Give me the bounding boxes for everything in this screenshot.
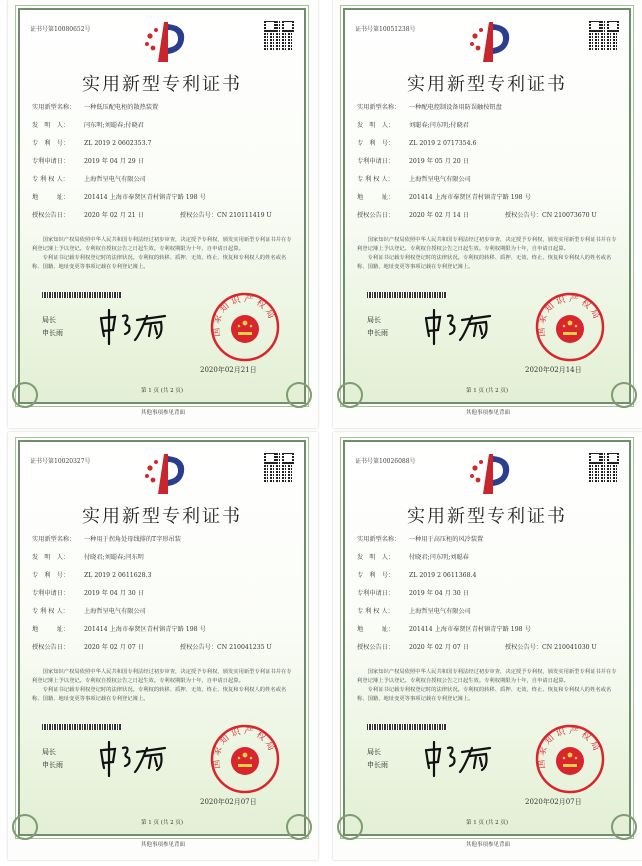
director xyxy=(42,746,63,772)
field-inventor xyxy=(357,120,597,138)
value: 2020 年 02 月 07 日 xyxy=(409,644,469,651)
director-title: 局长 xyxy=(42,748,56,756)
label: 专 利 权 人： xyxy=(32,608,69,615)
certificate-statement xyxy=(32,236,292,272)
director-name: 申长雨 xyxy=(42,329,63,337)
corner-ornament-icon xyxy=(12,814,38,840)
certificate-statement xyxy=(32,668,292,704)
value: 2019 年 04 月 30 日 xyxy=(84,590,144,597)
barcode xyxy=(42,724,122,730)
cnipa-logo-icon xyxy=(138,450,188,498)
certificate-frame xyxy=(18,440,306,836)
barcode xyxy=(42,292,122,298)
field-filing-date xyxy=(357,156,597,174)
certificate-title: 实用新型专利证书 xyxy=(82,74,242,95)
corner-ornament-icon xyxy=(337,382,363,408)
field-holder xyxy=(32,606,272,624)
value: 201414 上海市奉贤区青村镇青宁路 198 号 xyxy=(409,626,531,633)
field-name xyxy=(357,534,597,552)
seal-date: 2020年02月07日 xyxy=(525,798,582,806)
label: 专 利 号： xyxy=(357,572,395,579)
label: 发 明 人： xyxy=(357,554,395,561)
label: 地 址： xyxy=(357,194,395,201)
certificate-title: 实用新型专利证书 xyxy=(407,506,567,527)
barcode xyxy=(367,724,447,730)
label: 专利申请日： xyxy=(32,590,70,597)
value: 201414 上海市奉贤区青村镇青宁路 198 号 xyxy=(84,194,206,201)
value: 2019 年 04 月 29 日 xyxy=(84,158,144,165)
certificate-frame xyxy=(18,8,306,404)
qr-code xyxy=(264,20,294,50)
value: 付晓君;刘聪春;闫东明 xyxy=(84,554,144,561)
official-seal xyxy=(535,292,605,362)
field-inventor xyxy=(357,552,597,570)
certificate-number: 证书号第10020327号 xyxy=(30,458,91,465)
label: 发 明 人： xyxy=(357,122,395,129)
certificate-frame xyxy=(343,440,631,836)
qr-code xyxy=(589,452,619,482)
footer-note: 其他事项参见背面 xyxy=(140,410,185,416)
patent-certificate xyxy=(333,0,642,428)
director xyxy=(367,314,388,340)
value: 201414 上海市奉贤区青村镇青宁路 198 号 xyxy=(84,626,206,633)
certificate-title: 实用新型专利证书 xyxy=(82,506,242,527)
certificate-number: 证书号第10080652号 xyxy=(30,26,91,33)
patent-certificate xyxy=(8,0,318,428)
certificate-number: 证书号第10051238号 xyxy=(355,26,416,33)
official-seal xyxy=(210,292,280,362)
label: 实用新型名称： xyxy=(32,104,76,111)
seal-text: 国家知识产权局 xyxy=(211,294,278,338)
field-inventor xyxy=(32,552,272,570)
corner-ornament-icon xyxy=(12,382,38,408)
value: ZL 2019 2 0602353.7 xyxy=(84,140,152,147)
label: 专 利 号： xyxy=(32,572,70,579)
label: 授权公告日： xyxy=(357,644,395,651)
label: 实用新型名称： xyxy=(32,536,76,543)
label: 专利申请日： xyxy=(357,158,395,165)
seal-text: 国家知识产权局 xyxy=(211,726,278,770)
label: 实用新型名称： xyxy=(357,104,401,111)
page-number: 第 1 页 (共 2 页) xyxy=(140,820,184,826)
field-name xyxy=(357,102,597,120)
field-grant xyxy=(357,210,597,228)
certificate-statement xyxy=(357,668,617,704)
value: CN 210041235 U xyxy=(217,644,272,651)
official-seal xyxy=(210,724,280,794)
label: 发 明 人： xyxy=(32,122,70,129)
label: 专 利 权 人： xyxy=(357,176,394,183)
official-seal xyxy=(535,724,605,794)
cnipa-logo-icon xyxy=(463,450,513,498)
signature xyxy=(95,306,170,346)
qr-code xyxy=(589,20,619,50)
value: 一种用于拐角处母线排的T字形吊装 xyxy=(84,536,181,543)
label: 实用新型名称： xyxy=(357,536,401,543)
certificate-number: 证书号第10026088号 xyxy=(355,458,416,465)
label: 授权公告号： xyxy=(504,212,543,219)
label: 授权公告号： xyxy=(179,644,218,651)
director-name: 申长雨 xyxy=(367,761,388,769)
value: 2020 年 02 月 21 日 xyxy=(84,212,144,219)
cnipa-logo-icon xyxy=(138,18,188,66)
field-grant xyxy=(357,642,597,660)
corner-ornament-icon xyxy=(611,814,637,840)
corner-ornament-icon xyxy=(337,814,363,840)
director-title: 局长 xyxy=(367,748,381,756)
field-patent-no xyxy=(357,570,597,588)
value: ZL 2019 2 0611368.4 xyxy=(409,572,477,579)
value: 2020 年 02 月 14 日 xyxy=(409,212,469,219)
certificate-fields xyxy=(32,534,272,660)
label: 专 利 号： xyxy=(357,140,395,147)
statement-paragraph: 专利证书记载专利权登记时的法律状况。专利权的转移、质押、无效、终止、恢复和专利权人的姓名或名称、国籍、地址变更等事项记载在专利登记簿上。 xyxy=(32,255,287,270)
field-address xyxy=(357,624,597,642)
value: 闫东明;刘聪春;付晓君 xyxy=(84,122,144,129)
value: 2020 年 02 月 07 日 xyxy=(84,644,144,651)
director-name: 申长雨 xyxy=(367,329,388,337)
signature xyxy=(420,306,495,346)
barcode xyxy=(367,292,447,298)
label: 发 明 人： xyxy=(32,554,70,561)
field-grant xyxy=(32,210,272,228)
field-filing-date xyxy=(357,588,597,606)
qr-code xyxy=(264,452,294,482)
certificate-frame xyxy=(343,8,631,404)
field-holder xyxy=(32,174,272,192)
footer-note: 其他事项参见背面 xyxy=(465,842,510,848)
corner-ornament-icon xyxy=(286,814,312,840)
statement-paragraph: 国家知识产权局依照中华人民共和国专利法经过初步审查，决定授予专利权，颁发实用新型专利证书并在专利登记簿上予以登记。专利权自授权公告之日起生效。专利权期限为十年，自申请日起算。 xyxy=(32,669,292,684)
value: 一种配电控制设备用防误触按钮盘 xyxy=(409,104,502,111)
certificate-title: 实用新型专利证书 xyxy=(407,74,567,95)
field-inventor xyxy=(32,120,272,138)
certificate-fields xyxy=(357,534,597,660)
field-patent-no xyxy=(32,570,272,588)
statement-paragraph: 专利证书记载专利权登记时的法律状况。专利权的转移、质押、无效、终止、恢复和专利权人的姓名或名称、国籍、地址变更等事项记载在专利登记簿上。 xyxy=(32,687,287,702)
statement-paragraph: 国家知识产权局依照中华人民共和国专利法经过初步审查，决定授予专利权，颁发实用新型专利证书并在专利登记簿上予以登记。专利权自授权公告之日起生效。专利权期限为十年，自申请日起算。 xyxy=(32,237,292,252)
field-filing-date xyxy=(32,588,272,606)
field-patent-no xyxy=(357,138,597,156)
statement-paragraph: 国家知识产权局依照中华人民共和国专利法经过初步审查，决定授予专利权，颁发实用新型专利证书并在专利登记簿上予以登记。专利权自授权公告之日起生效。专利权期限为十年，自申请日起算。 xyxy=(357,669,617,684)
seal-date: 2020年02月14日 xyxy=(525,366,582,374)
certificate-statement xyxy=(357,236,617,272)
cnipa-logo-icon xyxy=(463,18,513,66)
label: 授权公告日： xyxy=(32,212,70,219)
patent-certificate xyxy=(8,432,318,860)
field-address xyxy=(32,624,272,642)
director xyxy=(42,314,63,340)
seal-text: 国家知识产权局 xyxy=(536,726,603,770)
field-holder xyxy=(357,174,597,192)
statement-paragraph: 专利证书记载专利权登记时的法律状况。专利权的转移、质押、无效、终止、恢复和专利权人的姓名或名称、国籍、地址变更等事项记载在专利登记簿上。 xyxy=(357,687,612,702)
label: 专利申请日： xyxy=(32,158,70,165)
label: 专 利 号： xyxy=(32,140,70,147)
field-name xyxy=(32,102,272,120)
label: 授权公告日： xyxy=(357,212,395,219)
label: 授权公告日： xyxy=(32,644,70,651)
value: 2019 年 05 月 20 日 xyxy=(409,158,469,165)
value: 2019 年 04 月 30 日 xyxy=(409,590,469,597)
value: 上海哲呈电气有限公司 xyxy=(409,608,471,615)
statement-paragraph: 国家知识产权局依照中华人民共和国专利法经过初步审查，决定授予专利权，颁发实用新型专利证书并在专利登记簿上予以登记。专利权自授权公告之日起生效。专利权期限为十年，自申请日起算。 xyxy=(357,237,617,252)
statement-paragraph: 专利证书记载专利权登记时的法律状况。专利权的转移、质押、无效、终止、恢复和专利权人的姓名或名称、国籍、地址变更等事项记载在专利登记簿上。 xyxy=(357,255,612,270)
signature xyxy=(95,738,170,778)
field-grant xyxy=(32,642,272,660)
page-number: 第 1 页 (共 2 页) xyxy=(465,388,509,394)
value: 付晓君;闫东明;刘聪春 xyxy=(409,554,469,561)
value: 201414 上海市奉贤区青村镇青宁路 198 号 xyxy=(409,194,531,201)
director-title: 局长 xyxy=(367,316,381,324)
value: 一种用于高压柜的风冷装置 xyxy=(409,536,484,543)
seal-date: 2020年02月21日 xyxy=(200,366,257,374)
field-name xyxy=(32,534,272,552)
field-address xyxy=(357,192,597,210)
field-filing-date xyxy=(32,156,272,174)
value: 上海哲呈电气有限公司 xyxy=(409,176,471,183)
label: 授权公告号： xyxy=(179,212,218,219)
page-number: 第 1 页 (共 2 页) xyxy=(140,388,184,394)
value: ZL 2019 2 0611628.3 xyxy=(84,572,152,579)
director-title: 局长 xyxy=(42,316,56,324)
label: 专 利 权 人： xyxy=(357,608,394,615)
value: 刘聪春;闫东明;付晓君 xyxy=(409,122,469,129)
value: CN 210041030 U xyxy=(542,644,597,651)
seal-text: 国家知识产权局 xyxy=(536,294,603,338)
certificate-fields xyxy=(32,102,272,228)
footer-note: 其他事项参见背面 xyxy=(140,842,185,848)
seal-date: 2020年02月07日 xyxy=(200,798,257,806)
field-patent-no xyxy=(32,138,272,156)
director xyxy=(367,746,388,772)
page-number: 第 1 页 (共 2 页) xyxy=(465,820,509,826)
value: CN 210111419 U xyxy=(217,212,272,219)
patent-certificate xyxy=(333,432,642,860)
field-holder xyxy=(357,606,597,624)
value: 一种低压配电柜的散热装置 xyxy=(84,104,159,111)
label: 授权公告号： xyxy=(504,644,543,651)
label: 专利申请日： xyxy=(357,590,395,597)
value: CN 210073670 U xyxy=(542,212,597,219)
value: ZL 2019 2 0717354.6 xyxy=(409,140,477,147)
label: 地 址： xyxy=(357,626,395,633)
signature xyxy=(420,738,495,778)
label: 地 址： xyxy=(32,626,70,633)
corner-ornament-icon xyxy=(286,382,312,408)
value: 上海哲呈电气有限公司 xyxy=(84,608,146,615)
label: 专 利 权 人： xyxy=(32,176,69,183)
label: 地 址： xyxy=(32,194,70,201)
corner-ornament-icon xyxy=(611,382,637,408)
director-name: 申长雨 xyxy=(42,761,63,769)
value: 上海哲呈电气有限公司 xyxy=(84,176,146,183)
footer-note: 其他事项参见背面 xyxy=(465,410,510,416)
certificate-fields xyxy=(357,102,597,228)
field-address xyxy=(32,192,272,210)
